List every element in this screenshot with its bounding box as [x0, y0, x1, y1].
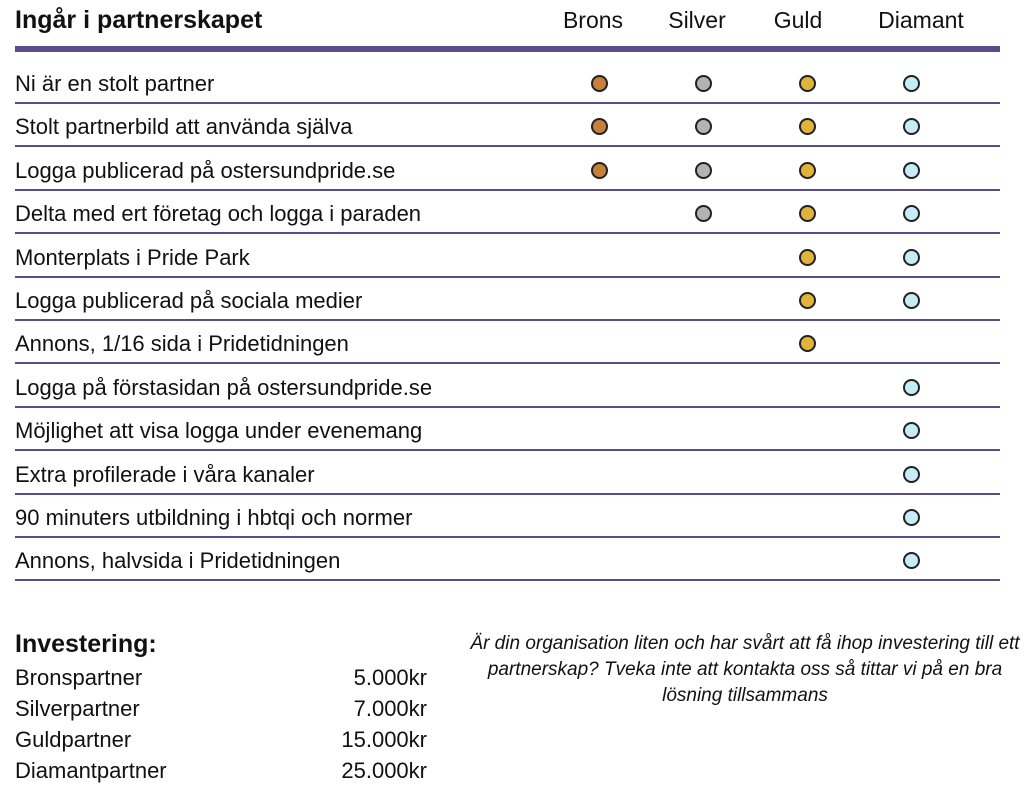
tier-header-guld: Guld: [773, 7, 823, 33]
price-name: Diamantpartner: [15, 758, 167, 783]
tier-dot-brons-icon: [591, 118, 608, 135]
benefit-label: Extra profilerade i våra kanaler: [15, 461, 315, 487]
benefit-row: [15, 61, 1000, 104]
benefit-row: [15, 278, 1000, 321]
benefit-row: [15, 452, 1000, 495]
benefit-label: Ni är en stolt partner: [15, 71, 215, 96]
tier-dot-diamant-icon: [903, 249, 920, 266]
tier-dot-guld-icon: [799, 249, 816, 266]
benefit-label: Logga publicerad på sociala medier: [15, 288, 363, 313]
price-value: 7.000kr: [353, 696, 427, 721]
benefit-label: Logga på förstasidan på ostersundpride.se: [15, 374, 433, 400]
benefit-row: [15, 321, 1000, 364]
benefit-row: [15, 235, 1000, 278]
benefit-label: 90 minuters utbildning i hbtqi och normer: [15, 505, 413, 530]
tier-dot-diamant-icon: [903, 292, 920, 309]
investment-title: Investering:: [15, 630, 157, 658]
tier-dot-diamant-icon: [903, 422, 920, 439]
benefit-row: [15, 104, 1000, 147]
price-name: Guldpartner: [15, 727, 132, 752]
benefit-label: Stolt partnerbild att använda själva: [15, 114, 353, 140]
tier-dot-silver-icon: [695, 162, 712, 179]
benefit-label: Delta med ert företag och logga i paraden: [15, 201, 422, 227]
price-name: Silverpartner: [15, 696, 140, 721]
tier-header-silver: Silver: [668, 7, 726, 33]
tier-dot-guld-icon: [799, 205, 816, 222]
price-row-brons: [15, 662, 427, 693]
price-row-silver: [15, 693, 427, 724]
price-row-diamant: [15, 755, 427, 786]
tier-dot-diamant-icon: [903, 466, 920, 483]
tier-header-diamant: Diamant: [878, 7, 964, 33]
benefit-label: Annons, 1/16 sida i Pridetidningen: [15, 331, 349, 357]
tier-dot-silver-icon: [695, 118, 712, 135]
tier-dot-silver-icon: [695, 205, 712, 222]
price-row-guld: [15, 724, 427, 755]
price-value: 15.000kr: [341, 727, 427, 752]
benefit-label: Annons, halvsida i Pridetidningen: [15, 548, 341, 574]
tier-dot-brons-icon: [591, 75, 608, 92]
price-name: Bronspartner: [15, 665, 143, 690]
benefit-row: [15, 408, 1000, 451]
tier-dot-guld-icon: [799, 292, 816, 309]
tier-dot-diamant-icon: [903, 205, 920, 222]
price-value: 25.000kr: [341, 758, 427, 783]
tier-dot-guld-icon: [799, 162, 816, 179]
benefit-row: [15, 191, 1000, 234]
benefit-label: Möjlighet att visa logga under evenemang: [15, 418, 423, 444]
benefit-row: [15, 148, 1000, 191]
benefit-label: Logga publicerad på ostersundpride.se: [15, 157, 396, 183]
contact-note: Är din organisation liten och har svårt att få ihop investering till ett partnerskap? Tveka inte att kontakta oss så tittar vi på en bra lösning tillsammans: [470, 633, 1020, 706]
tier-dot-guld-icon: [799, 118, 816, 135]
tier-dot-diamant-icon: [903, 552, 920, 569]
header-divider: [15, 46, 1000, 52]
benefit-label: Monterplats i Pride Park: [15, 244, 250, 270]
tier-dot-diamant-icon: [903, 509, 920, 526]
header-title: Ingår i partnerskapet: [15, 6, 263, 34]
tier-dot-guld-icon: [799, 75, 816, 92]
price-value: 5.000kr: [353, 665, 427, 690]
benefit-row: [15, 538, 1000, 581]
tier-dot-diamant-icon: [903, 75, 920, 92]
tier-header-brons: Brons: [562, 7, 624, 33]
benefit-row: [15, 365, 1000, 408]
benefit-row: [15, 495, 1000, 538]
tier-dot-diamant-icon: [903, 118, 920, 135]
tier-dot-brons-icon: [591, 162, 608, 179]
tier-dot-silver-icon: [695, 75, 712, 92]
tier-dot-guld-icon: [799, 335, 816, 352]
tier-dot-diamant-icon: [903, 162, 920, 179]
tier-dot-diamant-icon: [903, 379, 920, 396]
